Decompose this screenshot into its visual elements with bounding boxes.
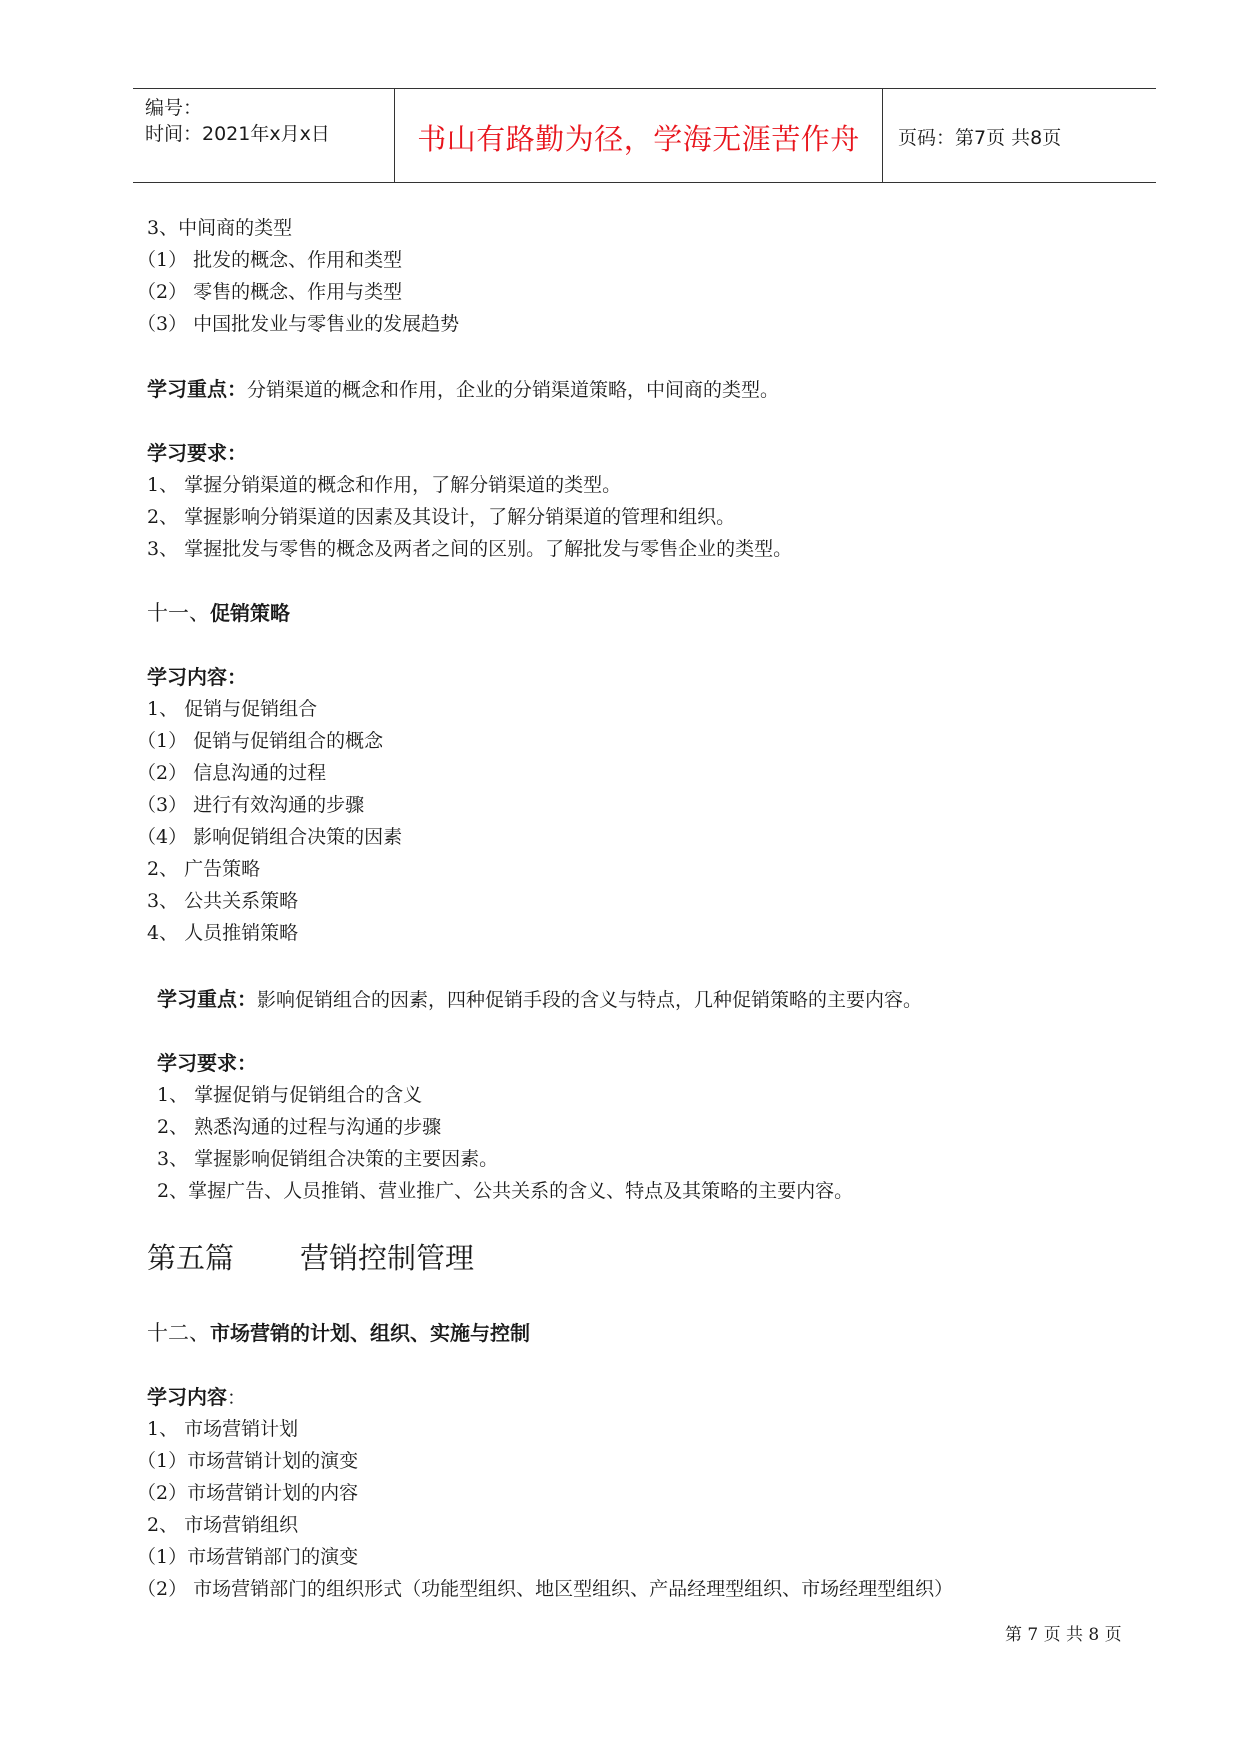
header-page-number: 页码：第7页 共8页 — [898, 127, 1062, 149]
list-item: 3、 公共关系策略 — [147, 890, 299, 912]
list-item: （2） 零售的概念、作用与类型 — [137, 281, 403, 303]
part-title: 营销控制管理 — [300, 1241, 475, 1275]
list-item: （1）市场营销部门的演变 — [137, 1546, 359, 1568]
study-content-heading — [147, 1381, 246, 1410]
part-number: 第五篇 — [147, 1241, 235, 1275]
study-requirements-heading: 学习要求： — [157, 1051, 257, 1075]
list-item: 2、 掌握影响分销渠道的因素及其设计，了解分销渠道的管理和组织。 — [147, 506, 736, 528]
list-item: （4） 影响促销组合决策的因素 — [137, 826, 403, 848]
page-header — [133, 88, 1156, 183]
section-heading — [147, 1317, 530, 1347]
section-number: 十二、 — [147, 1321, 210, 1345]
list-item: （1）市场营销计划的演变 — [137, 1450, 359, 1472]
list-item: 4、 人员推销策略 — [147, 922, 299, 944]
study-focus-paragraph — [147, 373, 779, 402]
study-content-colon: ： — [227, 1387, 247, 1409]
list-item: 2、 广告策略 — [147, 858, 261, 880]
list-item: （2） 信息沟通的过程 — [137, 762, 327, 784]
list-item: 2、掌握广告、人员推销、营业推广、公共关系的含义、特点及其策略的主要内容。 — [157, 1180, 854, 1202]
section-heading — [147, 597, 290, 627]
list-item: 3、中间商的类型 — [147, 217, 293, 239]
study-focus-paragraph — [157, 983, 922, 1012]
list-item: （3） 中国批发业与零售业的发展趋势 — [137, 313, 460, 335]
list-item: （3） 进行有效沟通的步骤 — [137, 794, 365, 816]
part-heading — [147, 1236, 474, 1277]
study-content-heading: 学习内容： — [147, 665, 247, 689]
header-info-cell — [133, 89, 395, 182]
document-time-label: 时间：2021年x月x日 — [145, 123, 330, 145]
list-item: （2）市场营销计划的内容 — [137, 1482, 359, 1504]
study-focus-label: 学习重点： — [157, 987, 257, 1011]
list-item: 1、 掌握促销与促销组合的含义 — [157, 1084, 423, 1106]
list-item: （1） 批发的概念、作用和类型 — [137, 249, 403, 271]
study-content-label: 学习内容 — [147, 1385, 227, 1409]
study-focus-label: 学习重点： — [147, 377, 247, 401]
study-requirements-heading: 学习要求： — [147, 441, 247, 465]
list-item: 2、 熟悉沟通的过程与沟通的步骤 — [157, 1116, 442, 1138]
list-item: 1、 掌握分销渠道的概念和作用，了解分销渠道的类型。 — [147, 474, 622, 496]
document-number-label: 编号： — [145, 97, 203, 119]
motto-text: 书山有路勤为径，学海无涯苦作舟 — [417, 122, 860, 156]
section-number: 十一、 — [147, 601, 210, 625]
study-focus-text: 影响促销组合的因素，四种促销手段的含义与特点，几种促销策略的主要内容。 — [257, 989, 923, 1011]
header-motto-cell — [395, 89, 883, 182]
section-title: 市场营销的计划、组织、实施与控制 — [210, 1321, 530, 1345]
list-item: 3、 掌握批发与零售的概念及两者之间的区别。了解批发与零售企业的类型。 — [147, 538, 793, 560]
list-item: （2） 市场营销部门的组织形式（功能型组织、地区型组织、产品经理型组织、市场经理型组织） — [137, 1578, 954, 1600]
study-focus-text: 分销渠道的概念和作用，企业的分销渠道策略，中间商的类型。 — [247, 379, 780, 401]
header-page-cell — [884, 89, 1156, 182]
section-title: 促销策略 — [210, 601, 290, 625]
list-item: 1、 促销与促销组合 — [147, 698, 318, 720]
list-item: 2、 市场营销组织 — [147, 1514, 299, 1536]
list-item: 3、 掌握影响促销组合决策的主要因素。 — [157, 1148, 499, 1170]
page-footer: 第 7 页 共 8 页 — [1005, 1625, 1122, 1645]
list-item: （1） 促销与促销组合的概念 — [137, 730, 384, 752]
list-item: 1、 市场营销计划 — [147, 1418, 299, 1440]
